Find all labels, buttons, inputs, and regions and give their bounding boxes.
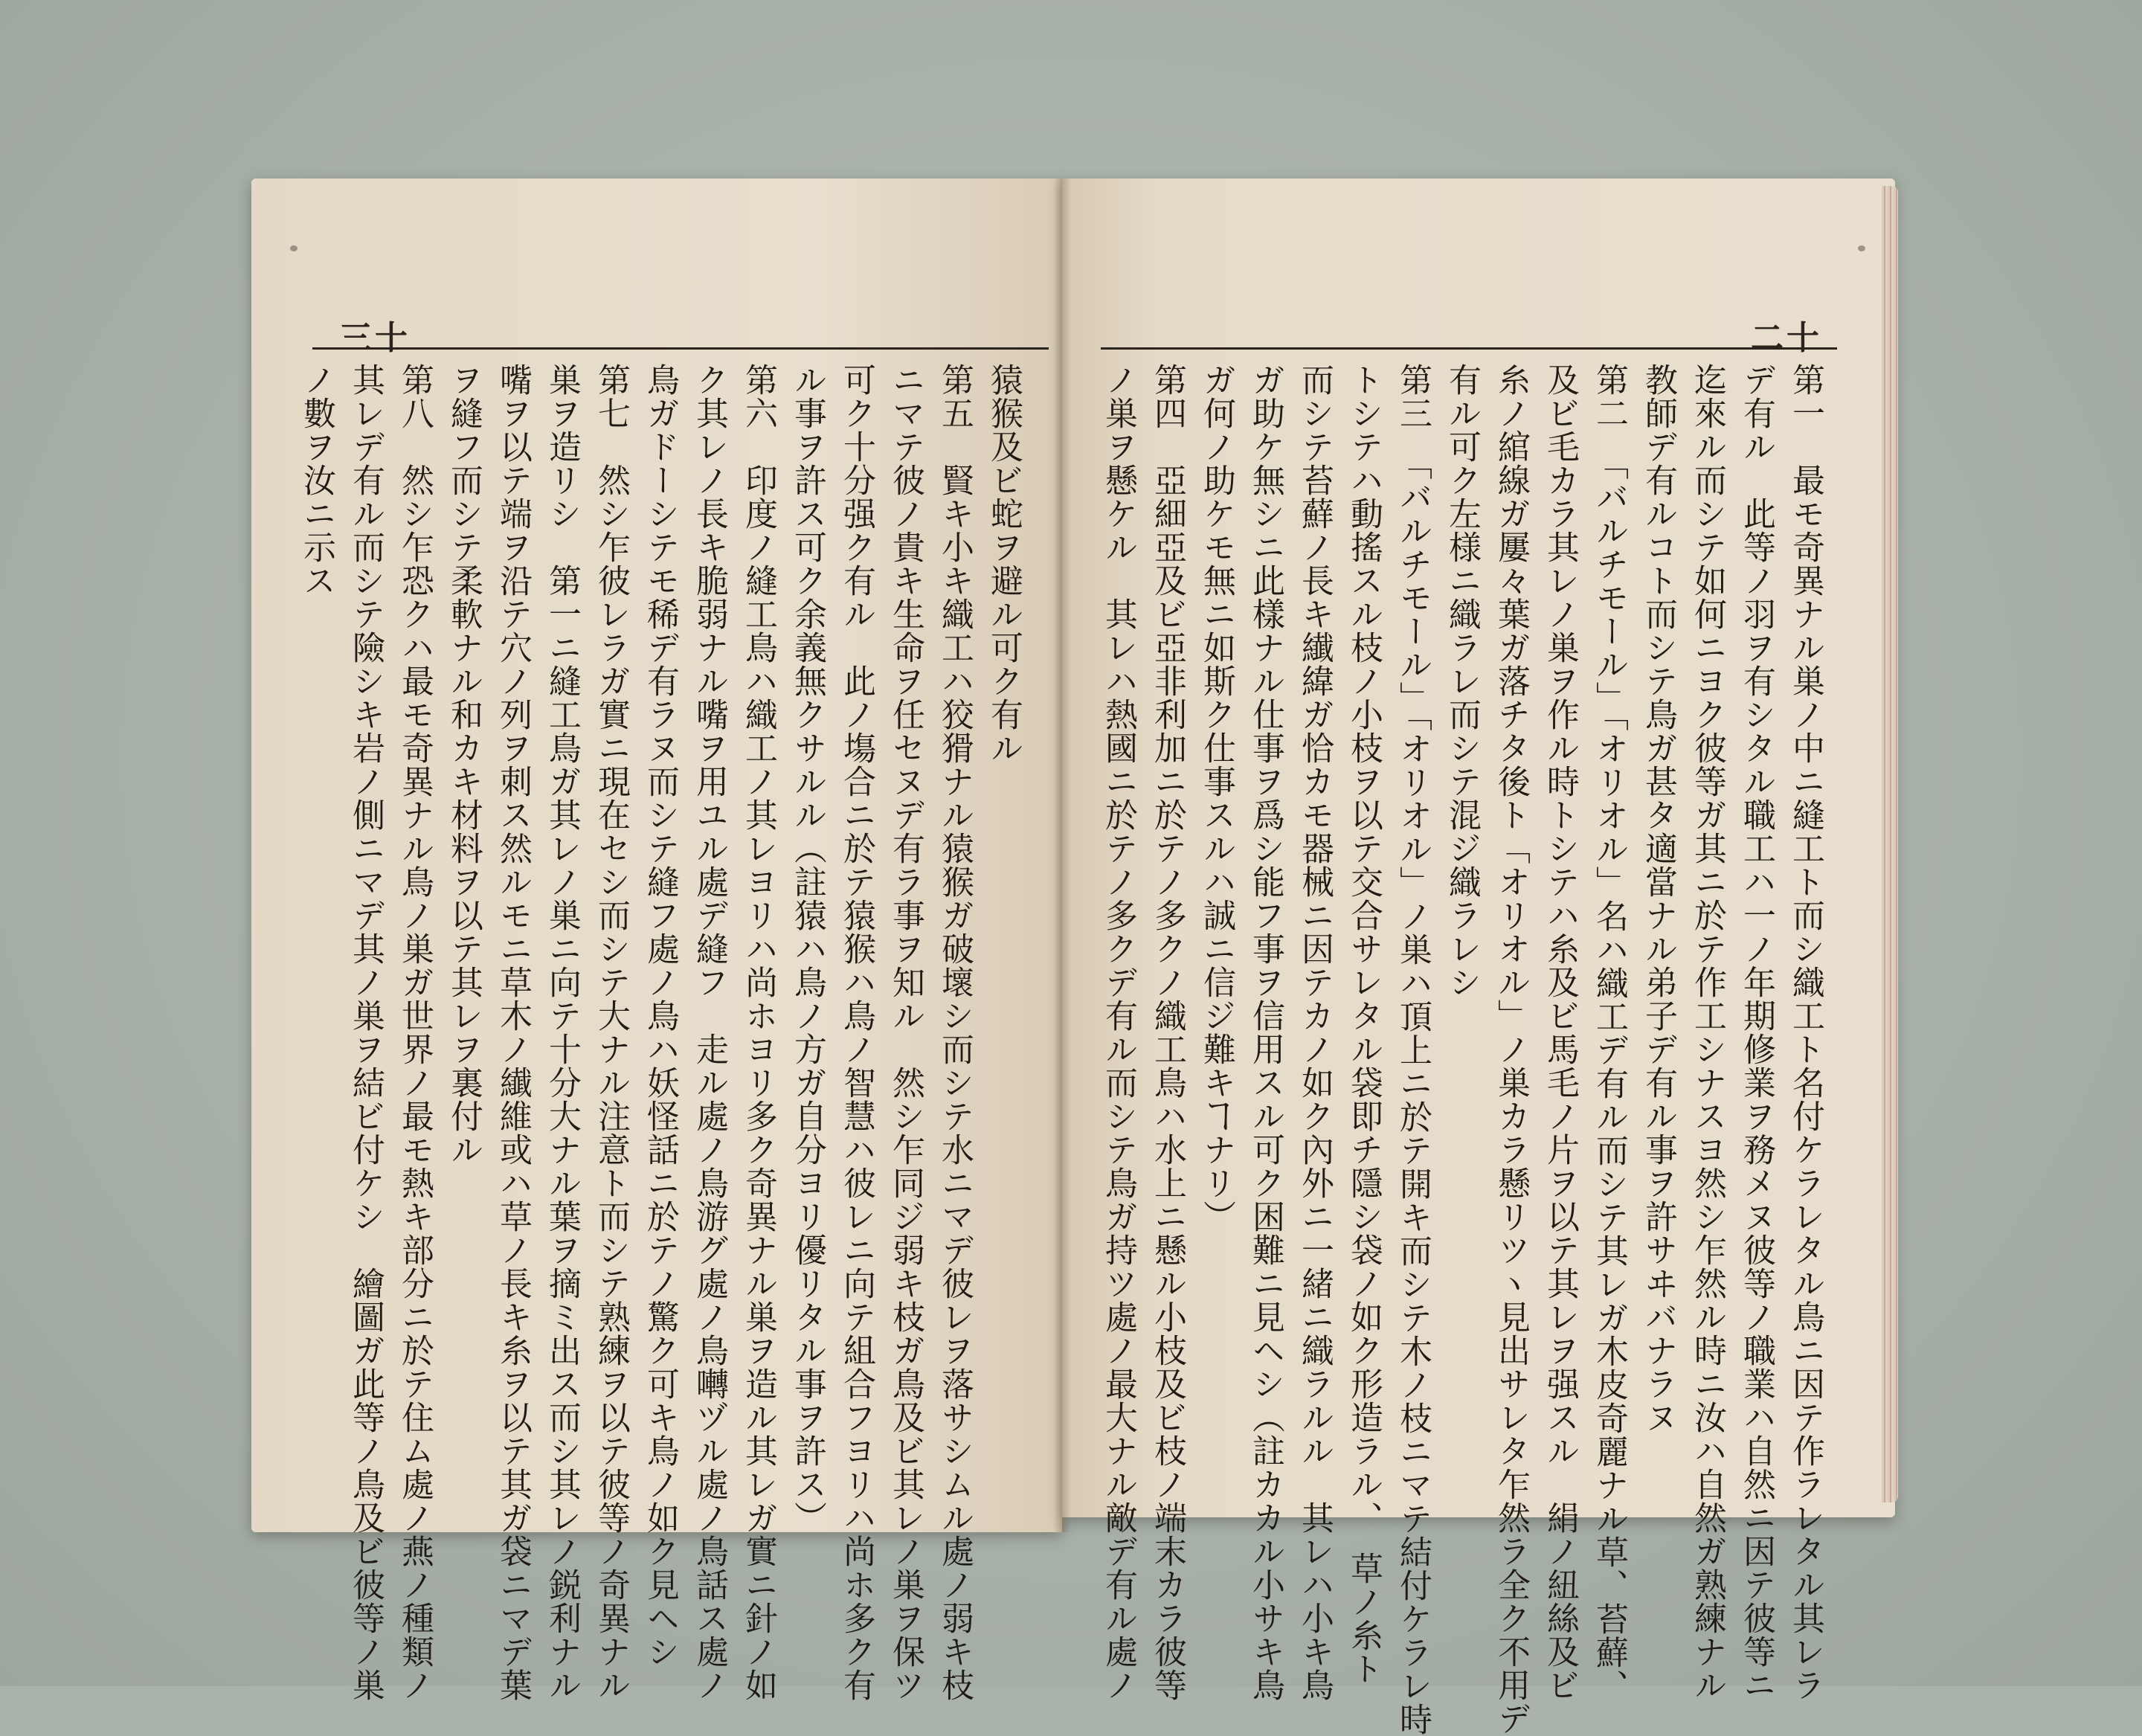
text-column: ヲ縫フ而シテ柔軟ナル和カキ材料ヲ以テ其レヲ裏付ル: [445, 363, 483, 1166]
text-column: デ有ル 此等ノ羽ヲ有シタル職工ハ一ノ年期修業ヲ務メヌ彼等ノ職業ハ自然ニ因テ彼等ニ: [1737, 363, 1775, 1702]
binding-hole-icon: [1858, 245, 1865, 251]
right-page-text: [1099, 363, 1830, 1736]
text-column: 有ル可ク左様ニ織ラレ而シテ混ジ織ラレシ: [1443, 363, 1481, 999]
text-column: 嘴ヲ以テ端ヲ沿テ穴ノ列ヲ刺ス然ルモニ草木ノ纎維或ハ草ノ長キ糸ヲ以テ其ガ袋ニマデ葉: [494, 363, 532, 1702]
binding-hole-icon: [290, 245, 298, 251]
text-column: 第一 最モ奇異ナル巣ノ中ニ縫工ト而シ織工ト名付ケラレタル鳥ニ因テ作ラレタル其レラ: [1786, 363, 1824, 1702]
page-edges: [1882, 186, 1898, 1502]
text-column: ノ數ヲ汝ニ示ス: [298, 363, 335, 597]
right-header-rule: [1101, 347, 1837, 350]
text-column: トシテハ動搖スル枝ノ小枝ヲ以テ交合サレタル袋即チ隱シ袋ノ如ク形造ラル、 草ノ糸ト: [1345, 363, 1383, 1685]
text-column: ル事ヲ許ス可ク余義無クサルル（註猿ハ鳥ノ方ガ自分ヨリ優リタル事ヲ許ス）: [788, 363, 826, 1534]
text-column: 迄來ル而シテ如何ニヨク彼等ガ其ニ於テ作工シナスヨ然シ乍然ル時ニ汝ハ自然ガ熟練ナル: [1688, 363, 1726, 1702]
text-column: 巣ヲ造リシ 第一ニ縫工鳥ガ其レノ巣ニ向テ十分大ナル葉ヲ摘ミ出ス而シ其レノ鋭利ナル: [543, 363, 581, 1702]
text-column: ニマテ彼ノ貴キ生命ヲ任セヌデ有ラ事ヲ知ル 然シ乍同ジ弱キ枝ガ鳥及ビ其レノ巣ヲ保ツ: [887, 363, 924, 1702]
text-column: 第七 然シ乍彼レラガ實ニ現在セシ而シテ大ナル注意ト而シテ熟練ヲ以テ彼等ノ奇異ナル: [592, 363, 630, 1702]
text-column: 而シテ苔蘚ノ長キ纎緯ガ恰カモ器械ニ因テカノ如ク內外ニ一緒ニ織ラルル 其レハ小キ鳥: [1296, 363, 1334, 1702]
text-column: 第四 亞細亞及ビ亞非利加ニ於テノ多クノ織工鳥ハ水上ニ懸ル小枝及ビ枝ノ端末カラ彼等: [1148, 363, 1186, 1702]
left-page-number: 三十: [339, 319, 411, 357]
text-column: ガ何ノ助ケモ無ニ如斯ク仕事スルハ誠ニ信ジ難キヿナリ）: [1197, 363, 1235, 1233]
left-page-text: [298, 363, 1028, 1702]
text-column: 第六 印度ノ縫工鳥ハ織工ノ其レヨリハ尚ホヨリ多ク奇異ナル巣ヲ造ル其レガ實ニ針ノ如: [739, 363, 777, 1702]
text-column: 其レデ有ル而シテ險シキ岩ノ側ニマデ其ノ巣ヲ結ビ付ケシ 繪圖ガ此等ノ鳥及ビ彼等ノ巣: [347, 363, 385, 1702]
text-column: 第五 賢キ小キ織工ハ狡猾ナル猿猴ガ破壞シ而シテ水ニマデ彼レヲ落サシムル處ノ弱キ枝: [936, 363, 974, 1702]
right-page-number: 二十: [1751, 319, 1822, 357]
text-column: 糸ノ綰線ガ屢々葉ガ落チタ後ト「オリオル」ノ巣カラ懸リツヽ見出サレタ乍然ラ全ク不用デ: [1492, 363, 1530, 1735]
text-column: 猿猴及ビ蛇ヲ避ル可ク有ル: [985, 363, 1023, 765]
text-column: 鳥ガドーシテモ稀デ有ラヌ而シテ縫フ處ノ鳥ハ妖怪話ニ於テノ驚ク可キ鳥ノ如ク見ヘシ: [641, 363, 679, 1668]
text-column: 及ビ毛カラ其レノ巣ヲ作ル時トシテハ糸及ビ馬毛ノ片ヲ以テ其レヲ强スル 絹ノ紐絲及ビ: [1541, 363, 1579, 1702]
text-column: 第三 「バルチモール」「オリオル」ノ巣ハ頂上ニ於テ開キ而シテ木ノ枝ニマテ結付ケラレ時: [1394, 363, 1432, 1736]
book-spine: [1053, 179, 1071, 1532]
text-column: ガ助ケ無シニ此樣ナル仕事ヲ爲シ能フ事ヲ信用スル可ク困難ニ見ヘシ（註カカル小サキ鳥: [1247, 363, 1284, 1702]
text-column: 教師デ有ルコト而シテ鳥ガ甚タ適當ナル弟子デ有ル事ヲ許サヰバナラヌ: [1639, 363, 1677, 1434]
text-column: 第八 然シ乍恐クハ最モ奇異ナル鳥ノ巣ガ世界ノ最モ熱キ部分ニ於テ住ム處ノ燕ノ種類ノ: [396, 363, 434, 1702]
text-column: ク其レノ長キ脆弱ナル嘴ヲ用ユル處デ縫フ 走ル處ノ鳥游グ處ノ鳥囀ヅル處ノ鳥話ス處ノ: [690, 363, 728, 1702]
text-column: ノ巣ヲ懸ケル 其レハ熱國ニ於テノ多クデ有ル而シテ鳥ガ持ツ處ノ最大ナル敵デ有ル處ノ: [1099, 363, 1137, 1702]
text-column: 可ク十分强ク有ル 此ノ塲合ニ於テ猿猴ハ鳥ノ智慧ハ彼レニ向テ組合フヨリハ尚ホ多ク有: [837, 363, 875, 1702]
text-column: 第二 「バルチモール」「オリオル」名ハ織工デ有ル而シテ其レガ木皮奇麗ナル草、苔蘚、: [1590, 363, 1628, 1703]
left-header-rule: [312, 347, 1049, 350]
